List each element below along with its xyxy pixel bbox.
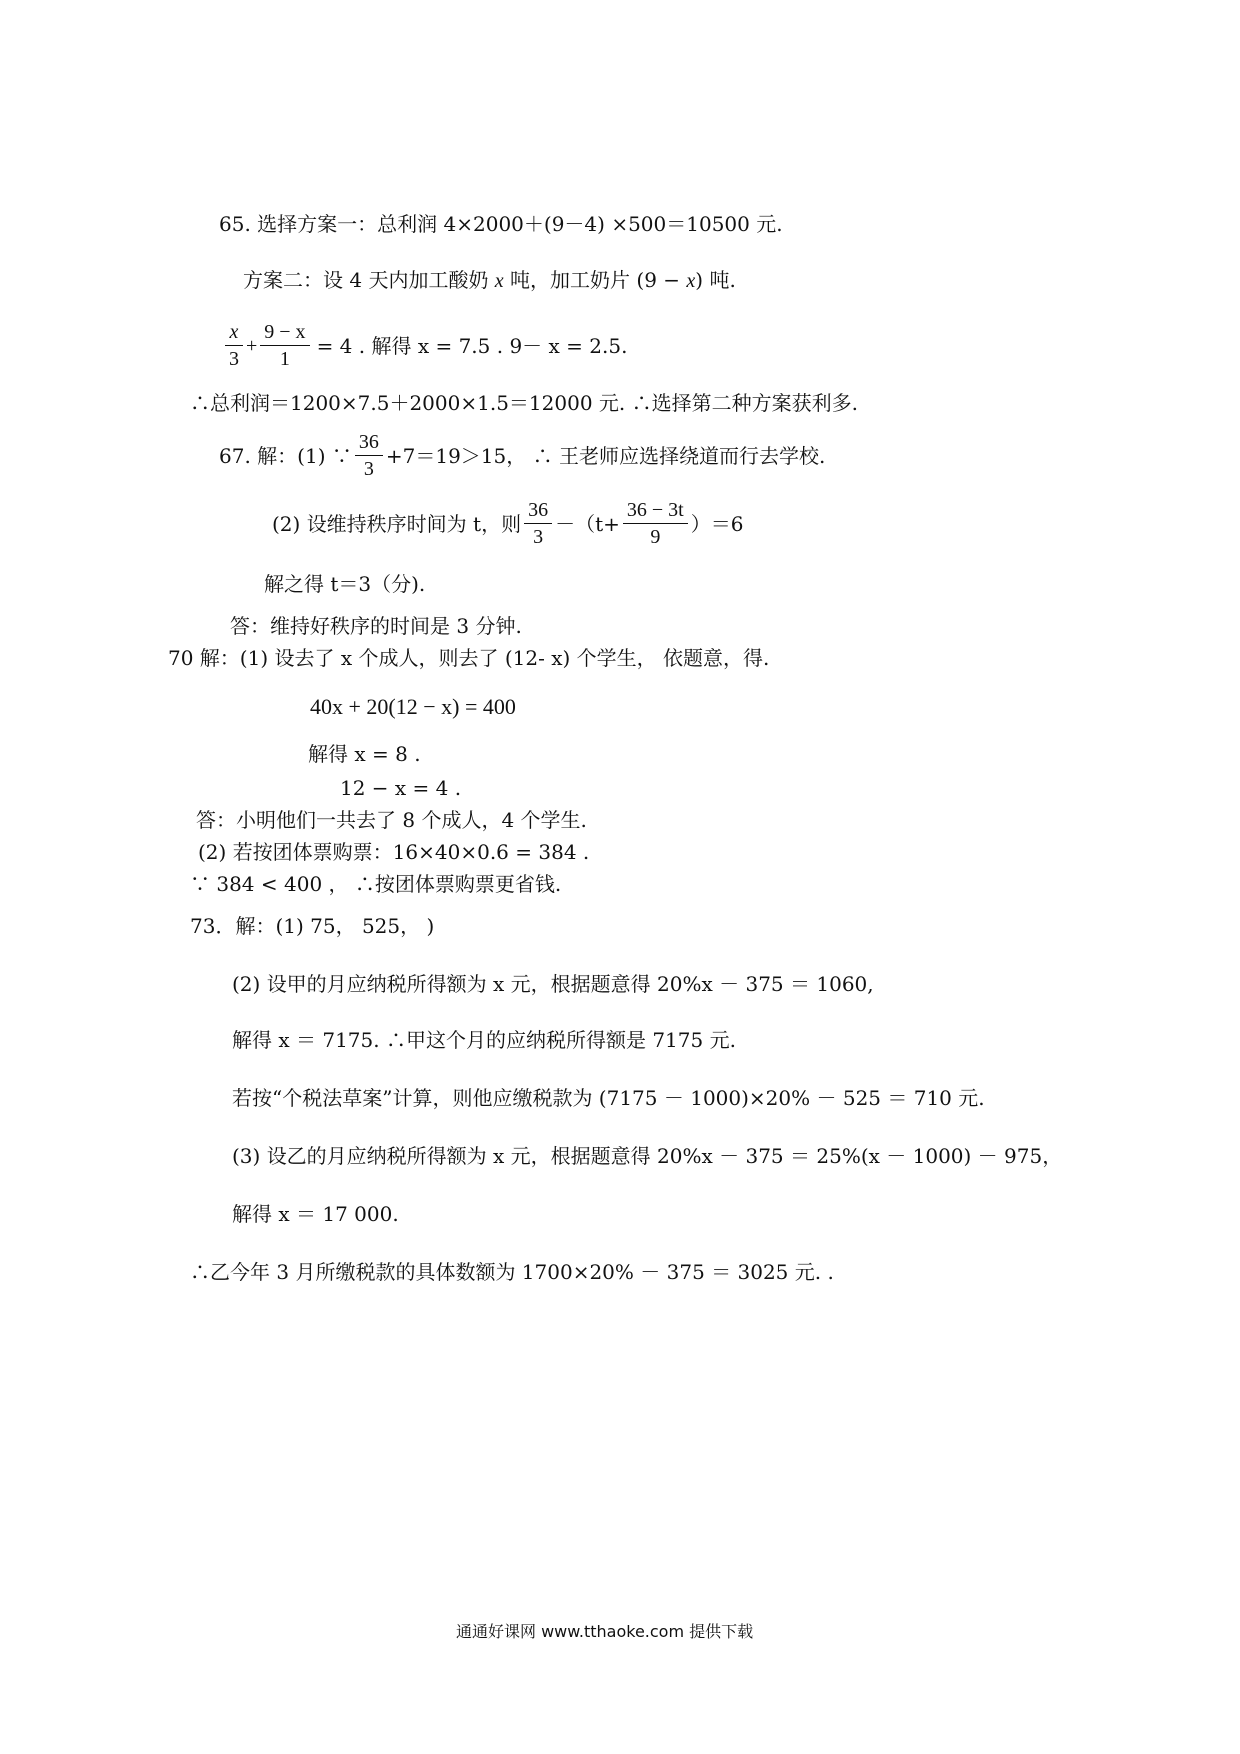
p73-line-5: (3) 设乙的月应纳税所得额为 x 元，根据题意得 20%x － 375 ＝ 25%(x － 1000) － 975， bbox=[232, 1144, 1063, 1168]
p65-line-2-b: 吨，加工奶片 (9 − bbox=[503, 268, 687, 292]
p67-line-1 bbox=[219, 432, 825, 479]
footer-download-note: 通通好课网 www.tthaoke.com 提供下载 bbox=[456, 1622, 754, 1641]
p67-line-2-a: (2) 设维持秩序时间为 t，则 bbox=[272, 511, 522, 536]
p67-line-3: 解之得 t＝3（分). bbox=[264, 572, 426, 596]
p67-line-2 bbox=[272, 500, 743, 547]
p67-fraction-36-over-3-b bbox=[524, 500, 552, 547]
p65-line-2-c: ) 吨. bbox=[695, 268, 736, 292]
p70-line-6: (2) 若按团体票购票：16×40×0.6 = 384 . bbox=[198, 840, 590, 864]
p65-line-2-a: 方案二：设 4 天内加工酸奶 bbox=[243, 268, 495, 292]
p70-equation: 40x + 20(12 − x) = 400 bbox=[310, 694, 516, 719]
p70-line-5: 答：小明他们一共去了 8 个成人，4 个学生. bbox=[196, 808, 587, 832]
p65-line-3 bbox=[222, 322, 627, 369]
numerator: 9 − x bbox=[260, 322, 309, 346]
p73-line-3: 解得 x ＝ 7175. ∴甲这个月的应纳税所得额是 7175 元. bbox=[232, 1028, 736, 1052]
p65-var-x: x bbox=[494, 270, 504, 292]
p65-var-x-2: x bbox=[686, 270, 696, 292]
p70-line-1: 70 解：(1) 设去了 x 个成人，则去了 (12- x) 个学生， 依题意，得. bbox=[168, 646, 770, 670]
p73-line-4: 若按“个税法草案”计算，则他应缴税款为 (7175 － 1000)×20% － 525 ＝ 710 元. bbox=[232, 1086, 985, 1110]
p65-line-3-rest: = 4 . 解得 x = 7.5 . 9－ x = 2.5. bbox=[316, 333, 628, 358]
denominator: 3 bbox=[533, 526, 544, 548]
p73-line-6: 解得 x ＝ 17 000. bbox=[232, 1202, 399, 1226]
numerator: 36 bbox=[524, 500, 552, 524]
denominator: 3 bbox=[229, 348, 239, 370]
denominator: 9 bbox=[650, 526, 661, 548]
p73-line-2: (2) 设甲的月应纳税所得额为 x 元，根据题意得 20%x － 375 ＝ 1060, bbox=[232, 972, 874, 996]
p67-line-2-b: －（t+ bbox=[555, 511, 620, 536]
plus-sign: + bbox=[246, 334, 258, 357]
numerator: 36 bbox=[355, 432, 383, 456]
p67-fraction-36-over-3 bbox=[355, 432, 383, 479]
p70-line-7: ∵ 384 < 400 ， ∴按团体票购票更省钱. bbox=[190, 872, 562, 896]
p65-line-2 bbox=[243, 270, 736, 291]
p67-line-1-b: +7＝19＞15， ∴ 王老师应选择绕道而行去学校. bbox=[385, 443, 826, 468]
p73-line-7: ∴乙今年 3 月所缴税款的具体数额为 1700×20% － 375 ＝ 3025 元. . bbox=[190, 1260, 834, 1284]
p67-fraction-36-minus-3t-over-9 bbox=[623, 500, 688, 547]
p70-line-3: 解得 x = 8 . bbox=[308, 742, 421, 766]
numerator: x bbox=[225, 322, 243, 346]
p73-line-1: 73．解：(1) 75， 525， ) bbox=[190, 914, 435, 938]
p67-line-2-c: ）＝6 bbox=[690, 511, 744, 536]
p67-line-1-a: 67. 解：(1) ∵ bbox=[219, 443, 352, 468]
denominator: 3 bbox=[363, 458, 374, 480]
p65-line-1: 65. 选择方案一：总利润 4×2000＋(9－4) ×500＝10500 元. bbox=[219, 212, 783, 236]
p70-line-4: 12 − x = 4 . bbox=[340, 776, 462, 800]
denominator: 1 bbox=[279, 348, 290, 370]
p65-line-4: ∴总利润＝1200×7.5＋2000×1.5＝12000 元. ∴选择第二种方案获利多. bbox=[190, 391, 858, 415]
numerator: 36 − 3t bbox=[623, 500, 688, 524]
p67-line-4: 答：维持好秩序的时间是 3 分钟. bbox=[230, 614, 522, 638]
p65-fraction-x-over-3 bbox=[225, 322, 243, 369]
p65-fraction-9-minus-x-over-1 bbox=[260, 322, 309, 369]
